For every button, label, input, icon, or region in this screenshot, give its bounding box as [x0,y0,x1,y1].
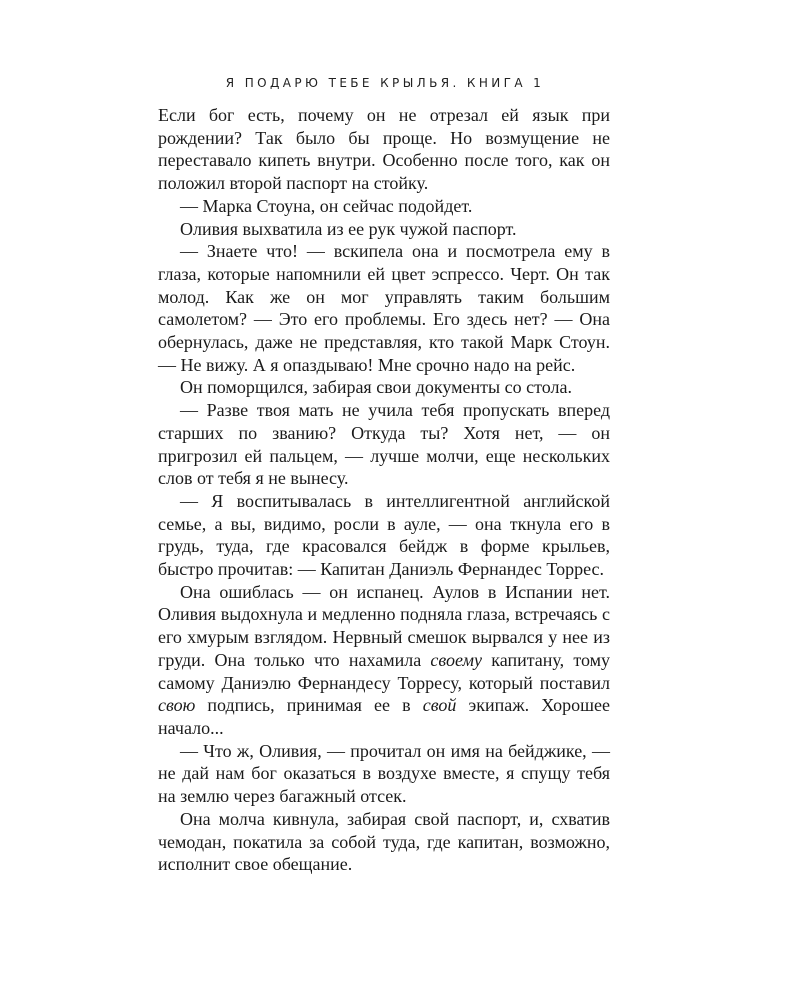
paragraph: — Разве твоя мать не учила тебя пропускать вперед старших по званию? Откуда ты? Хотя нет, — он пригрозил ей пальцем, — лучше молчи, еще нескольких слов от тебя я не вынесу. [158,400,610,489]
paragraph: Если бог есть, почему он не отрезал ей язык при рождении? Так было бы проще. Но возмущение не переставало кипеть внутри. Особенно после того, как он положил второй паспорт на стойку. [158,105,610,194]
text-run: подпись, принимая ее в [195,695,423,716]
text-run: Она ошиблась — он испанец. Аулов в Испании нет. Оливия выдохнула и медленно подняла глаза, встречаясь с его хмурым взглядом. Нервный смешок вырвался у нее из груди. Она только что нахамила [158,581,610,670]
paragraph: — Марка Стоуна, он сейчас подойдет. [180,195,473,216]
paragraph: — Знаете что! — вскипела она и посмотрела ему в глаза, которые напомнили ей цвет эспрессо. Черт. Он так молод. Как же он мог управлять таким большим самолетом? — Это его проблемы. Его здесь нет? — Она обернулась, даже не представляя, кто такой Марк Стоун. — Не вижу. А я опаздываю! Мне срочно надо на рейс. [158,241,610,375]
paragraph: Она молча кивнула, забирая свой паспорт, и, схватив чемодан, покатила за собой туда, где капитан, возможно, исполнит свое обещание. [158,808,610,875]
text-run: капитану, тому самому Даниэлю Фернандесу Торресу, который поставил [158,649,610,693]
paragraph [158,581,610,740]
body-text [158,104,610,876]
running-head-title: Я ПОДАРЮ ТЕБЕ КРЫЛЬЯ. КНИГА 1 [225,76,545,90]
italic-emphasis: своему [430,649,483,670]
paragraph: Оливия выхватила из ее рук чужой паспорт. [180,218,517,239]
paragraph: — Что ж, Оливия, — прочитал он имя на бейджике, — не дай нам бог оказаться в воздухе вместе, я спущу тебя на землю через багажный отсек. [158,740,610,807]
paragraph: — Я воспитывалась в интеллигентной английской семье, а вы, видимо, росли в ауле, — она ткнула его в грудь, туда, где красовался бейдж в форме крыльев, быстро прочитав: — Капитан Даниэль Фернандес Торрес. [158,490,610,580]
paragraph: Он поморщился, забирая свои документы со стола. [180,377,572,398]
italic-emphasis: свой [422,695,457,716]
italic-emphasis: свою [158,695,196,716]
text-run: экипаж. Хорошее начало... [158,695,610,738]
